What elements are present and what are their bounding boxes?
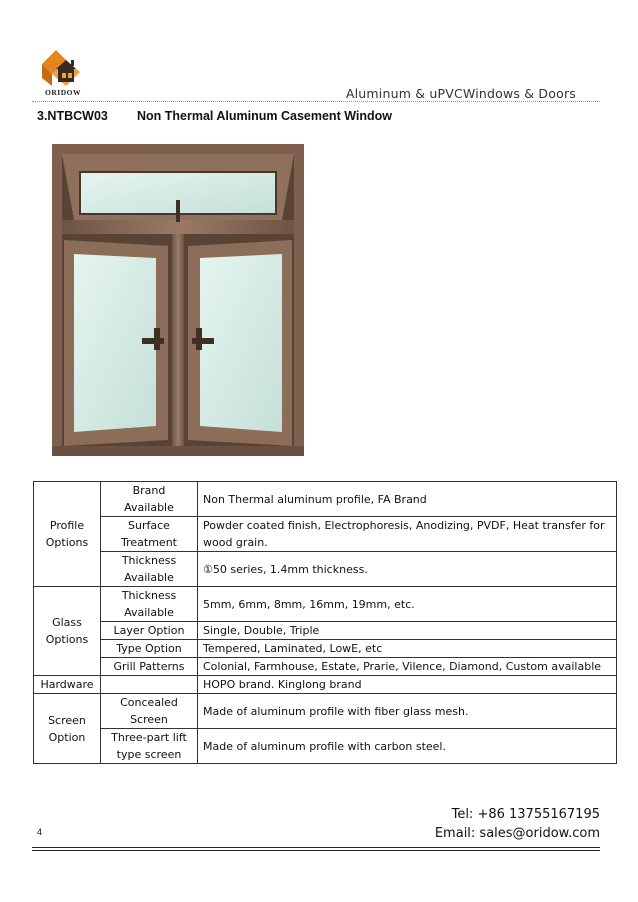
layer-option-label: Layer Option [101, 622, 198, 640]
profile-options-label: Profile Options [34, 482, 101, 587]
layer-option-value: Single, Double, Triple [198, 622, 617, 640]
concealed-screen-value: Made of aluminum profile with fiber glass mesh. [198, 694, 617, 729]
table-row [34, 517, 617, 552]
table-row [34, 729, 617, 764]
contact-telephone: Tel: +86 13755167195 [451, 807, 600, 822]
type-option-value: Tempered, Laminated, LowE, etc [198, 640, 617, 658]
footer-divider [32, 847, 600, 851]
table-row [34, 552, 617, 587]
table-row [34, 622, 617, 640]
brand-available-value: Non Thermal aluminum profile, FA Brand [198, 482, 617, 517]
surface-treatment-label: Surface Treatment [101, 517, 198, 552]
contact-email: Email: sales@oridow.com [434, 826, 600, 841]
table-row [34, 676, 617, 694]
glass-thickness-value: 5mm, 6mm, 8mm, 16mm, 19mm, etc. [198, 587, 617, 622]
lift-screen-value: Made of aluminum profile with carbon steel. [198, 729, 617, 764]
table-row [34, 694, 617, 729]
table-row [34, 658, 617, 676]
lift-screen-label: Three-part lift type screen [101, 729, 198, 764]
glass-thickness-label: Thickness Available [101, 587, 198, 622]
hardware-label: Hardware [34, 676, 101, 694]
brand-available-label: Brand Available [101, 482, 198, 517]
type-option-label: Type Option [101, 640, 198, 658]
header-divider [32, 101, 600, 102]
spec-table [33, 481, 617, 764]
profile-thickness-value: ①50 series, 1.4mm thickness. [198, 552, 617, 587]
profile-thickness-label: Thickness Available [101, 552, 198, 587]
table-row [34, 640, 617, 658]
brand-name: ORIDOW [45, 88, 81, 97]
product-code: 3.NTBCW03 [37, 109, 108, 123]
surface-treatment-value: Powder coated finish, Electrophoresis, Anodizing, PVDF, Heat transfer for wood grain. [198, 517, 617, 552]
concealed-screen-label: Concealed Screen [101, 694, 198, 729]
grill-patterns-value: Colonial, Farmhouse, Estate, Prarie, Vilence, Diamond, Custom available [198, 658, 617, 676]
product-title: Non Thermal Aluminum Casement Window [137, 109, 392, 123]
table-row [34, 482, 617, 517]
casement-window-photo [50, 142, 308, 458]
screen-option-label: Screen Option [34, 694, 101, 764]
header-tagline: Aluminum & uPVCWindows & Doors [345, 86, 576, 101]
page-number: 4 [37, 827, 43, 837]
hardware-value: HOPO brand. Kinglong brand [198, 676, 617, 694]
grill-patterns-label: Grill Patterns [101, 658, 198, 676]
hardware-sub-empty [101, 676, 198, 694]
table-row [34, 587, 617, 622]
glass-options-label: Glass Options [34, 587, 101, 676]
